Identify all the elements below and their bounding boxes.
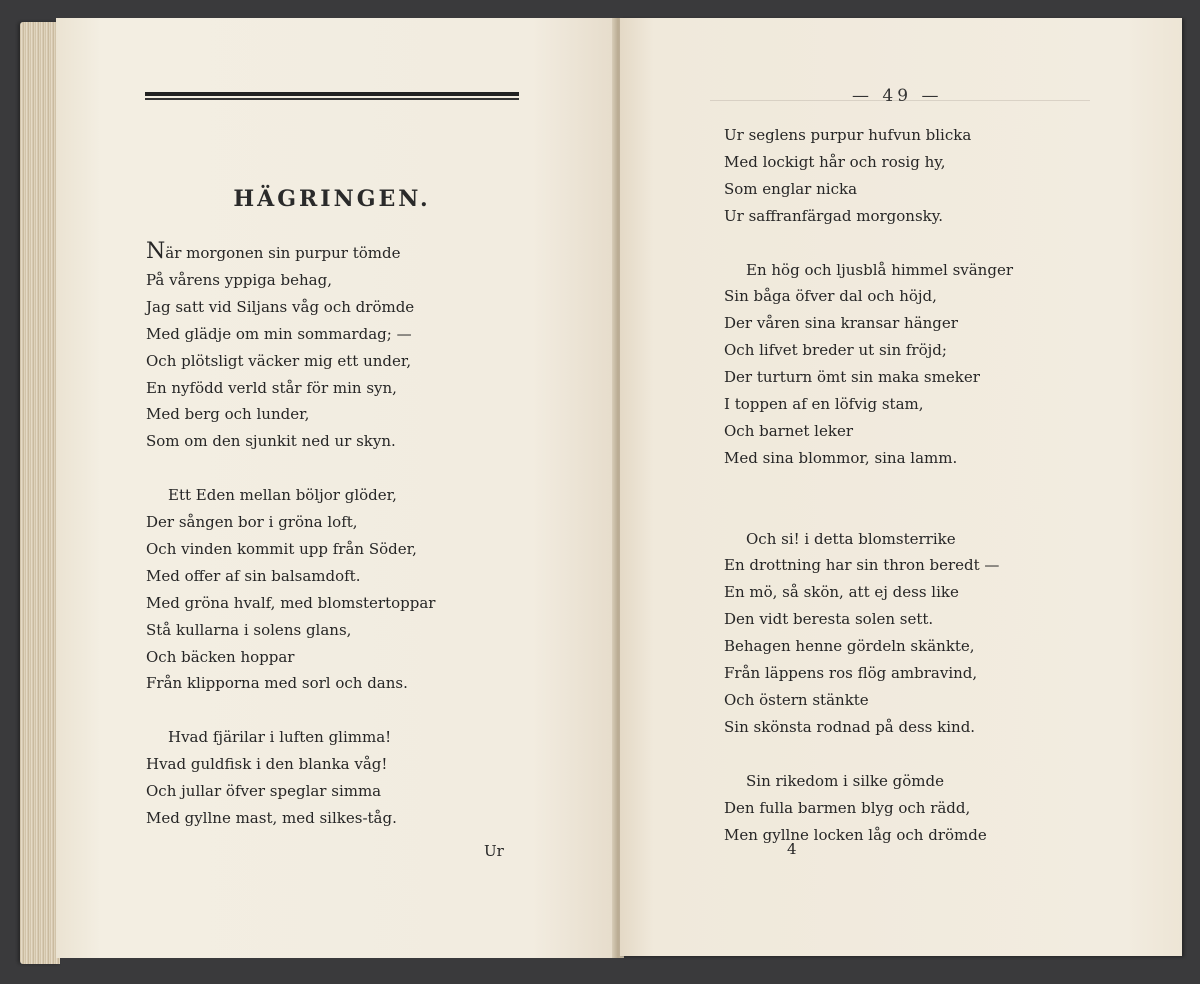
verse-line: Från klipporna med sorl och dans. xyxy=(146,674,408,693)
verse-line: Hvad guldfisk i den blanka våg! xyxy=(146,755,388,774)
verse-line: På vårens yppiga behag, xyxy=(146,270,332,289)
verse-line: Ur saffranfärgad morgonsky. xyxy=(724,206,943,225)
verse-line: Med offer af sin balsamdoft. xyxy=(146,566,361,585)
verse-line: Der våren sina kransar hänger xyxy=(724,314,958,333)
verse-line: Och lifvet breder ut sin fröjd; xyxy=(724,341,947,360)
verse-line: En drottning har sin thron beredt — xyxy=(724,556,1000,575)
verse-line: Sin rikedom i silke gömde xyxy=(746,771,944,790)
verse-line xyxy=(724,230,1013,257)
left-page-verse xyxy=(146,240,435,832)
verse-line: Och bäcken hoppar xyxy=(146,647,295,666)
verse-line: En mö, så skön, att ej dess like xyxy=(724,583,959,602)
verse-line: Der sången bor i gröna loft, xyxy=(146,513,358,532)
verse-line: Jag satt vid Siljans våg och drömde xyxy=(146,297,415,316)
page-number: — 49 — xyxy=(852,86,943,106)
verse-line: Den vidt beresta solen sett. xyxy=(724,610,934,629)
right-page-verse xyxy=(724,122,1013,848)
poem-title: HÄGRINGEN. xyxy=(233,186,431,212)
verse-line: Med berg och lunder, xyxy=(146,405,310,424)
verse-line: En nyfödd verld står för min syn, xyxy=(146,378,397,397)
verse-line: Behagen henne gördeln skänkte, xyxy=(724,637,975,656)
verse-line xyxy=(146,697,435,724)
verse-line xyxy=(146,455,435,482)
verse-line: Med glädje om min sommardag; — xyxy=(146,324,412,343)
verse-line: Och östern stänkte xyxy=(724,690,869,709)
verse-line: När morgonen sin purpur tömde xyxy=(146,239,401,264)
verse-line: En hög och ljusblå himmel svänger xyxy=(746,260,1013,279)
verse-line xyxy=(724,499,1013,526)
verse-line: I toppen af en löfvig stam, xyxy=(724,395,924,414)
verse-line: Och plötsligt väcker mig ett under, xyxy=(146,351,412,370)
verse-line: Sin båga öfver dal och höjd, xyxy=(724,287,937,306)
verse-line: Med gyllne mast, med silkes-tåg. xyxy=(146,809,397,827)
catchword: Ur xyxy=(484,842,504,860)
verse-line: Som englar nicka xyxy=(724,179,858,198)
signature-mark: 4 xyxy=(787,840,797,858)
verse-line: Den fulla barmen blyg och rädd, xyxy=(724,798,971,817)
verse-line: Med sina blommor, sina lamm. xyxy=(724,448,958,467)
verse-line: Med lockigt hår och rosig hy, xyxy=(724,152,946,171)
verse-line xyxy=(724,741,1013,768)
verse-line: Ur seglens purpur hufvun blicka xyxy=(724,126,972,144)
verse-line: Från läppens ros flög ambravind, xyxy=(724,664,978,683)
header-double-rule xyxy=(145,92,519,100)
verse-line: Der turturn ömt sin maka smeker xyxy=(724,368,980,387)
page-edges xyxy=(20,22,60,964)
verse-line: Som om den sjunkit ned ur skyn. xyxy=(146,432,396,451)
verse-line: Och jullar öfver speglar simma xyxy=(146,782,382,801)
verse-line: Ett Eden mellan böljor glöder, xyxy=(168,486,397,505)
verse-line: Sin skönsta rodnad på dess kind. xyxy=(724,717,976,736)
verse-line: Hvad fjärilar i luften glimma! xyxy=(168,728,392,747)
verse-line: Men gyllne locken låg och drömde xyxy=(724,825,987,844)
verse-line: Och si! i detta blomsterrike xyxy=(746,529,956,548)
verse-line: Stå kullarna i solens glans, xyxy=(146,620,352,639)
initial-capital: N xyxy=(146,239,166,264)
verse-line xyxy=(724,472,1013,499)
verse-line: Och vinden kommit upp från Söder, xyxy=(146,539,417,558)
verse-line: Med gröna hvalf, med blomstertoppar xyxy=(146,593,436,612)
verse-line: Och barnet leker xyxy=(724,421,853,440)
